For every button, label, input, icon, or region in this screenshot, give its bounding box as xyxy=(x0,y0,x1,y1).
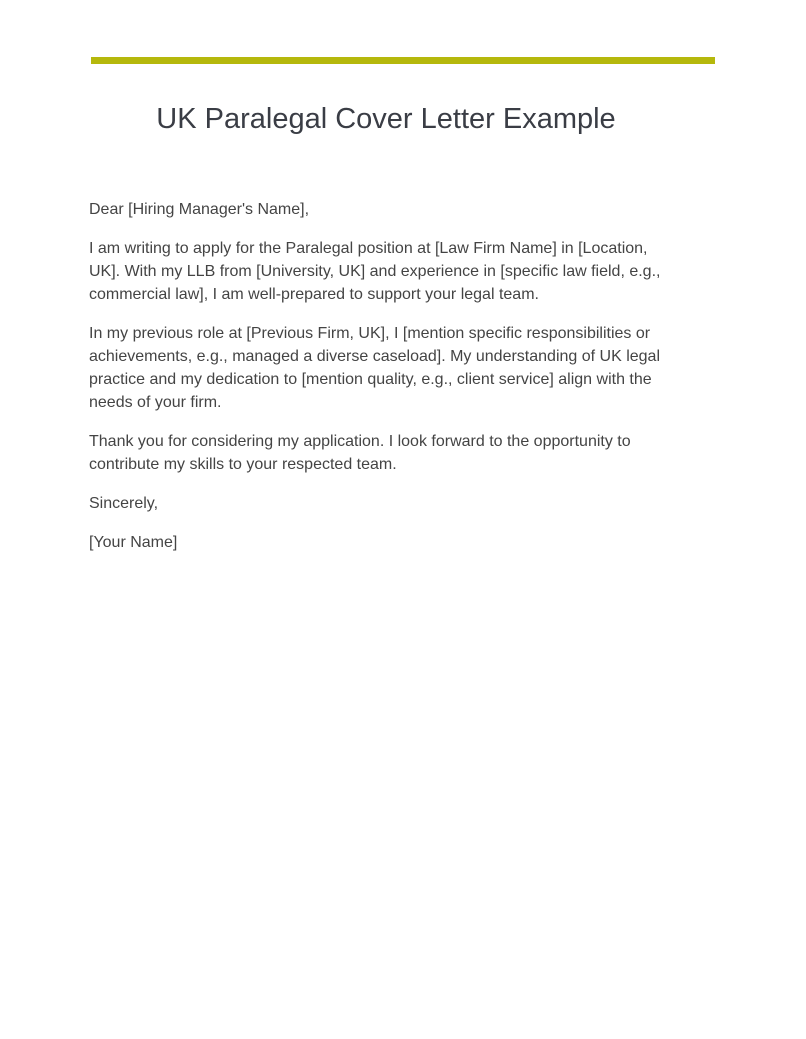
letter-signature: [Your Name] xyxy=(89,534,178,551)
letter-paragraph-experience: In my previous role at [Previous Firm, UK], I [mention specific responsibilities or achievements, e.g., managed a diverse caseload]. My understanding of UK legal practice and my dedication to [mention quality, e.g., client service] align with the needs of your firm. xyxy=(89,325,660,411)
letter-closing: Sincerely, xyxy=(89,495,159,512)
letter-body xyxy=(89,198,679,570)
letter-paragraph-thanks: Thank you for considering my application. I look forward to the opportunity to contribute my skills to your respected team. xyxy=(89,433,631,473)
document-title: UK Paralegal Cover Letter Example xyxy=(156,103,616,135)
letter-paragraph-intro: I am writing to apply for the Paralegal position at [Law Firm Name] in [Location, UK]. With my LLB from [University, UK] and experience in [specific law field, e.g., commercial law], I am well-prepared to support your legal team. xyxy=(89,240,661,303)
letter-salutation: Dear [Hiring Manager's Name], xyxy=(89,201,310,218)
header-accent-rule xyxy=(91,57,715,64)
